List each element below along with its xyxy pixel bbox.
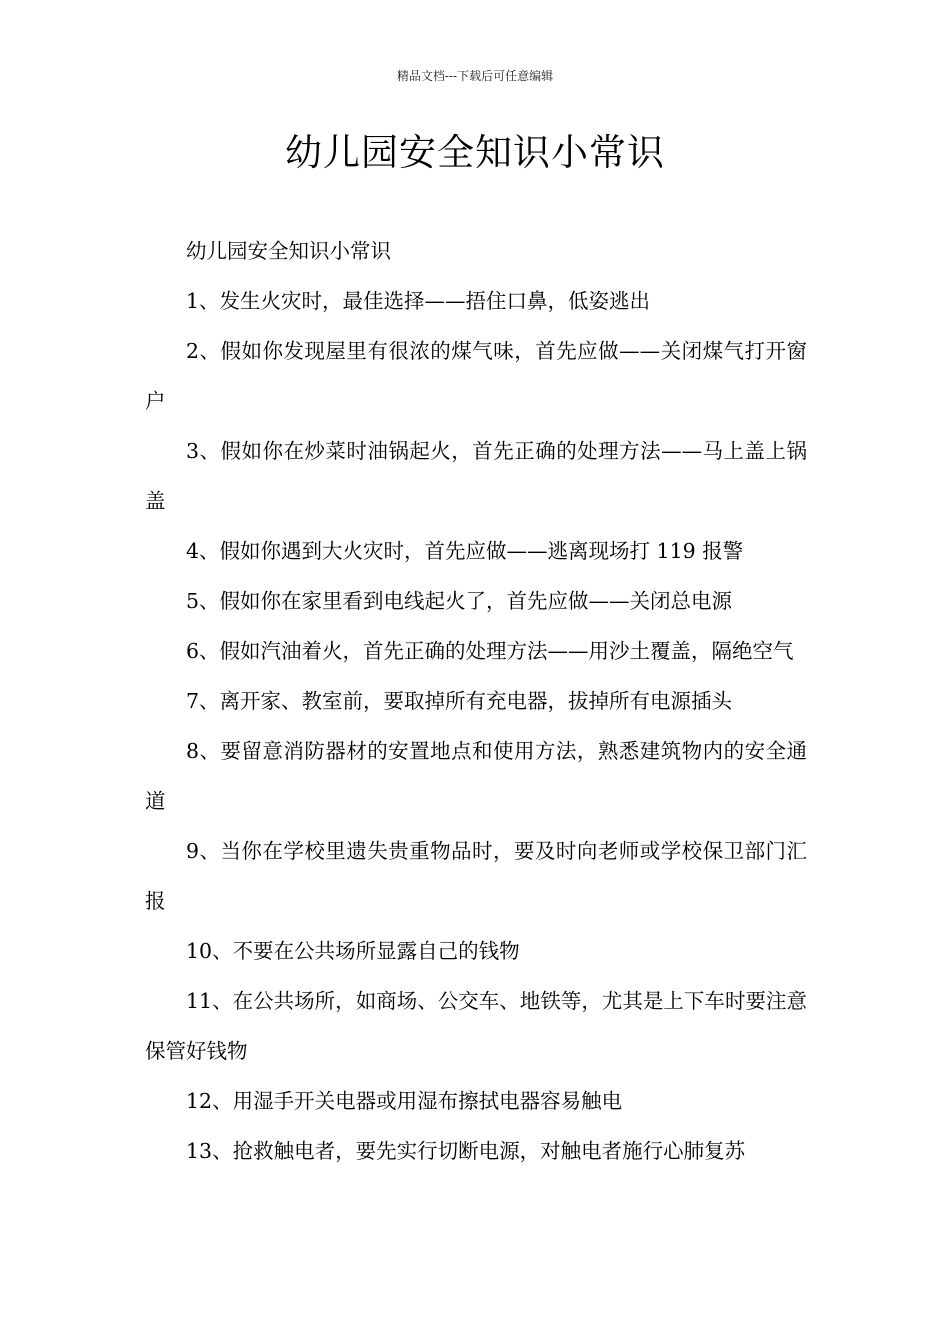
header-note: 精品文档---下载后可任意编辑 (396, 69, 554, 83)
paragraph-item-1: 1、发生火灾时，最佳选择——捂住口鼻，低姿逃出 (186, 289, 651, 313)
paragraph-item-7: 7、离开家、教室前，要取掉所有充电器，拔掉所有电源插头 (186, 689, 733, 713)
paragraph-item-12: 12、用湿手开关电器或用湿布擦拭电器容易触电 (186, 1089, 623, 1113)
paragraph-intro: 幼儿园安全知识小常识 (186, 239, 391, 263)
paragraph-item-3: 3、假如你在炒菜时油锅起火，首先正确的处理方法——马上盖上锅盖 (145, 439, 807, 513)
paragraph-item-11: 11、在公共场所，如商场、公交车、地铁等，尤其是上下车时要注意保管好钱物 (145, 989, 807, 1063)
paragraph-item-2: 2、假如你发现屋里有很浓的煤气味，首先应做——关闭煤气打开窗户 (145, 339, 807, 413)
paragraph-item-6: 6、假如汽油着火，首先正确的处理方法——用沙土覆盖，隔绝空气 (186, 639, 794, 663)
document-title: 幼儿园安全知识小常识 (285, 131, 665, 174)
paragraph-item-9: 9、当你在学校里遗失贵重物品时，要及时向老师或学校保卫部门汇报 (145, 839, 807, 913)
paragraph-item-5: 5、假如你在家里看到电线起火了，首先应做——关闭总电源 (186, 589, 733, 613)
paragraph-item-8: 8、要留意消防器材的安置地点和使用方法，熟悉建筑物内的安全通道 (145, 739, 807, 813)
paragraph-item-4: 4、假如你遇到大火灾时，首先应做——逃离现场打 119 报警 (186, 539, 744, 563)
paragraph-item-10: 10、不要在公共场所显露自己的钱物 (186, 939, 520, 963)
paragraph-item-13: 13、抢救触电者，要先实行切断电源，对触电者施行心肺复苏 (186, 1139, 746, 1163)
document-body (145, 226, 807, 1176)
